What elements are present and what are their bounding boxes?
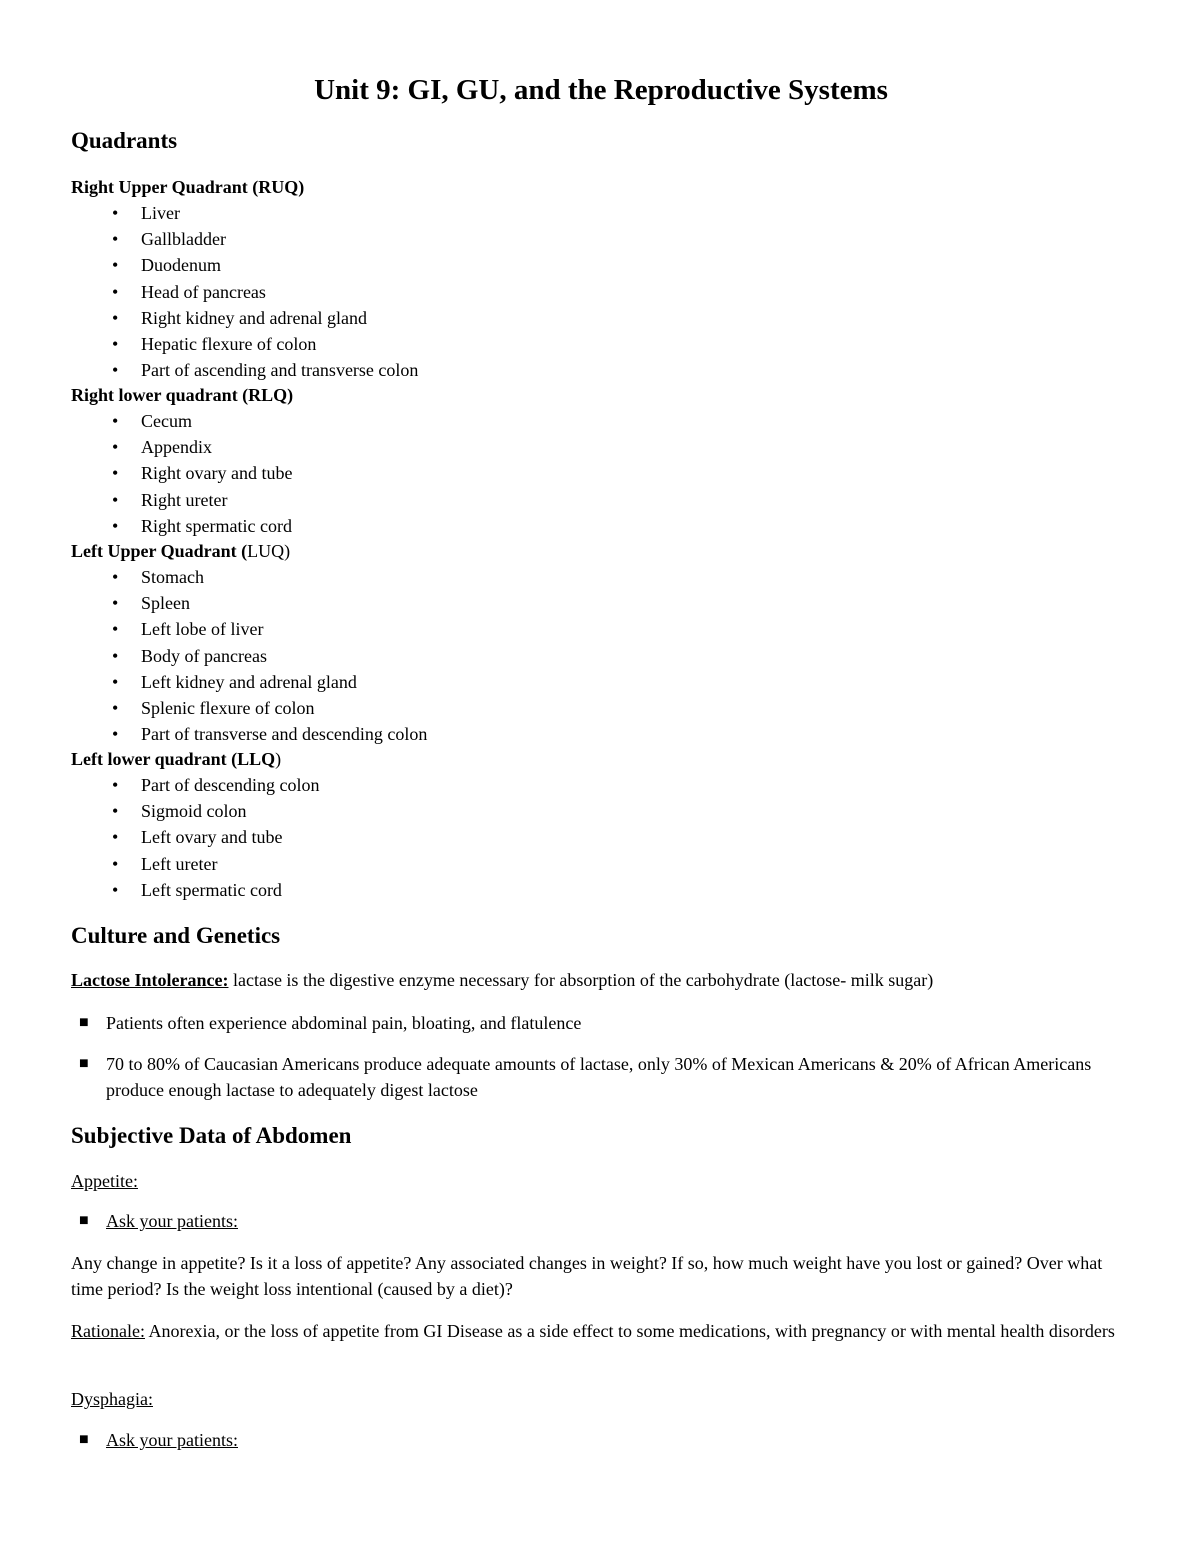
bullet-icon: •: [112, 827, 119, 848]
list-item-text: Right ovary and tube: [141, 463, 293, 484]
lactose-label: Lactose Intolerance:: [71, 970, 229, 990]
ask-patients-label: Ask your patients:: [106, 1211, 238, 1231]
rationale-paragraph: [71, 1318, 1121, 1344]
list-item-text: Head of pancreas: [141, 281, 266, 302]
square-bullet-icon: ■: [79, 1212, 89, 1229]
ruq-label: Right Upper Quadrant (RUQ): [71, 177, 305, 197]
bullet-icon: •: [112, 775, 119, 795]
list-item-text: Part of transverse and descending colon: [141, 724, 428, 745]
rationale-label: Rationale:: [71, 1321, 145, 1341]
list-item-text: Left lobe of liver: [141, 619, 264, 640]
list-item-text: Spleen: [141, 593, 190, 614]
llq-label-bold: Left lower quadrant (LLQ: [71, 749, 276, 769]
bullet-icon: •: [112, 724, 119, 745]
appetite-label: Appetite:: [71, 1171, 138, 1191]
square-bullet-icon: ■: [79, 1014, 89, 1031]
bullet-icon: •: [112, 645, 119, 666]
bullet-icon: •: [112, 671, 119, 692]
lactose-text: lactase is the digestive enzyme necessary for absorption of the carbohydrate (lactose- milk sugar): [228, 970, 934, 990]
culture-bullet-text: 70 to 80% of Caucasian Americans produce adequate amounts of lactase, only 30% of Mexican Americans & 20% of African Americans produce enough lactase to adequately digest lactose: [106, 1054, 1092, 1100]
culture-heading: Culture and Genetics: [71, 923, 281, 948]
bullet-icon: •: [112, 307, 119, 328]
list-item-text: Left ovary and tube: [141, 827, 283, 848]
culture-bullet-1: [71, 1010, 1131, 1036]
list-item-text: Splenic flexure of colon: [141, 698, 315, 718]
list-item-text: Appendix: [141, 437, 212, 458]
list-item-text: Sigmoid colon: [141, 801, 247, 822]
page-title: Unit 9: GI, GU, and the Reproductive Systems: [314, 74, 888, 106]
list-item-text: Right kidney and adrenal gland: [141, 307, 367, 328]
rationale-text: Anorexia, or the loss of appetite from GI Disease as a side effect to some medications, with pregnancy or with mental health disorders: [144, 1321, 1115, 1341]
list-item-text: Duodenum: [141, 255, 221, 276]
list-item-text: Right ureter: [141, 489, 228, 510]
bullet-icon: •: [112, 593, 119, 614]
bullet-icon: •: [112, 801, 119, 822]
list-item-text: Part of ascending and transverse colon: [141, 360, 419, 381]
list-item-text: Part of descending colon: [141, 775, 320, 795]
llq-label-plain: ): [275, 749, 282, 769]
list-item-text: Cecum: [141, 411, 192, 431]
list-item-text: Liver: [141, 203, 180, 223]
luq-label-bold: Left Upper Quadrant (: [71, 541, 248, 561]
appetite-ask: [71, 1208, 1131, 1234]
rlq-label: Right lower quadrant (RLQ): [71, 385, 294, 405]
square-bullet-icon: ■: [79, 1055, 89, 1072]
list-item-text: Left ureter: [141, 853, 218, 874]
list-item-text: Hepatic flexure of colon: [141, 334, 317, 354]
luq-label-plain: LUQ): [247, 541, 291, 561]
list-item-text: Left spermatic cord: [141, 879, 282, 900]
bullet-icon: •: [112, 515, 119, 536]
quadrants-heading: Quadrants: [71, 128, 178, 153]
list-item-text: Left kidney and adrenal gland: [141, 671, 357, 692]
bullet-icon: •: [112, 255, 119, 276]
luq-label: [71, 538, 290, 564]
bullet-icon: •: [112, 281, 119, 302]
culture-bullet-text: Patients often experience abdominal pain, bloating, and flatulence: [106, 1013, 582, 1033]
bullet-icon: •: [112, 853, 119, 874]
bullet-icon: •: [112, 203, 119, 223]
subjective-heading: Subjective Data of Abdomen: [71, 1123, 352, 1148]
llq-label: [71, 746, 281, 772]
bullet-icon: •: [112, 411, 119, 431]
square-bullet-icon: ■: [79, 1431, 89, 1448]
bullet-icon: •: [112, 463, 119, 484]
appetite-questions: Any change in appetite? Is it a loss of appetite? Any associated changes in weight? If so, how much weight have you lost or gained? Over what time period? Is the weight loss intentional (caused by a diet)?: [71, 1253, 1103, 1299]
bullet-icon: •: [112, 229, 119, 250]
dysphagia-label: Dysphagia:: [71, 1389, 153, 1409]
lactose-paragraph: [71, 967, 933, 993]
bullet-icon: •: [112, 698, 119, 718]
list-item-text: Stomach: [141, 567, 204, 587]
list-item-text: Gallbladder: [141, 229, 226, 250]
list-item-text: Right spermatic cord: [141, 515, 292, 536]
culture-bullet-2: [71, 1051, 1131, 1103]
bullet-icon: •: [112, 489, 119, 510]
bullet-icon: •: [112, 360, 119, 381]
dysphagia-ask: [71, 1427, 1131, 1453]
list-item-text: Body of pancreas: [141, 645, 267, 666]
bullet-icon: •: [112, 567, 119, 587]
ask-patients-label: Ask your patients:: [106, 1430, 238, 1450]
bullet-icon: •: [112, 879, 119, 900]
bullet-icon: •: [112, 619, 119, 640]
bullet-icon: •: [112, 437, 119, 458]
bullet-icon: •: [112, 334, 119, 354]
